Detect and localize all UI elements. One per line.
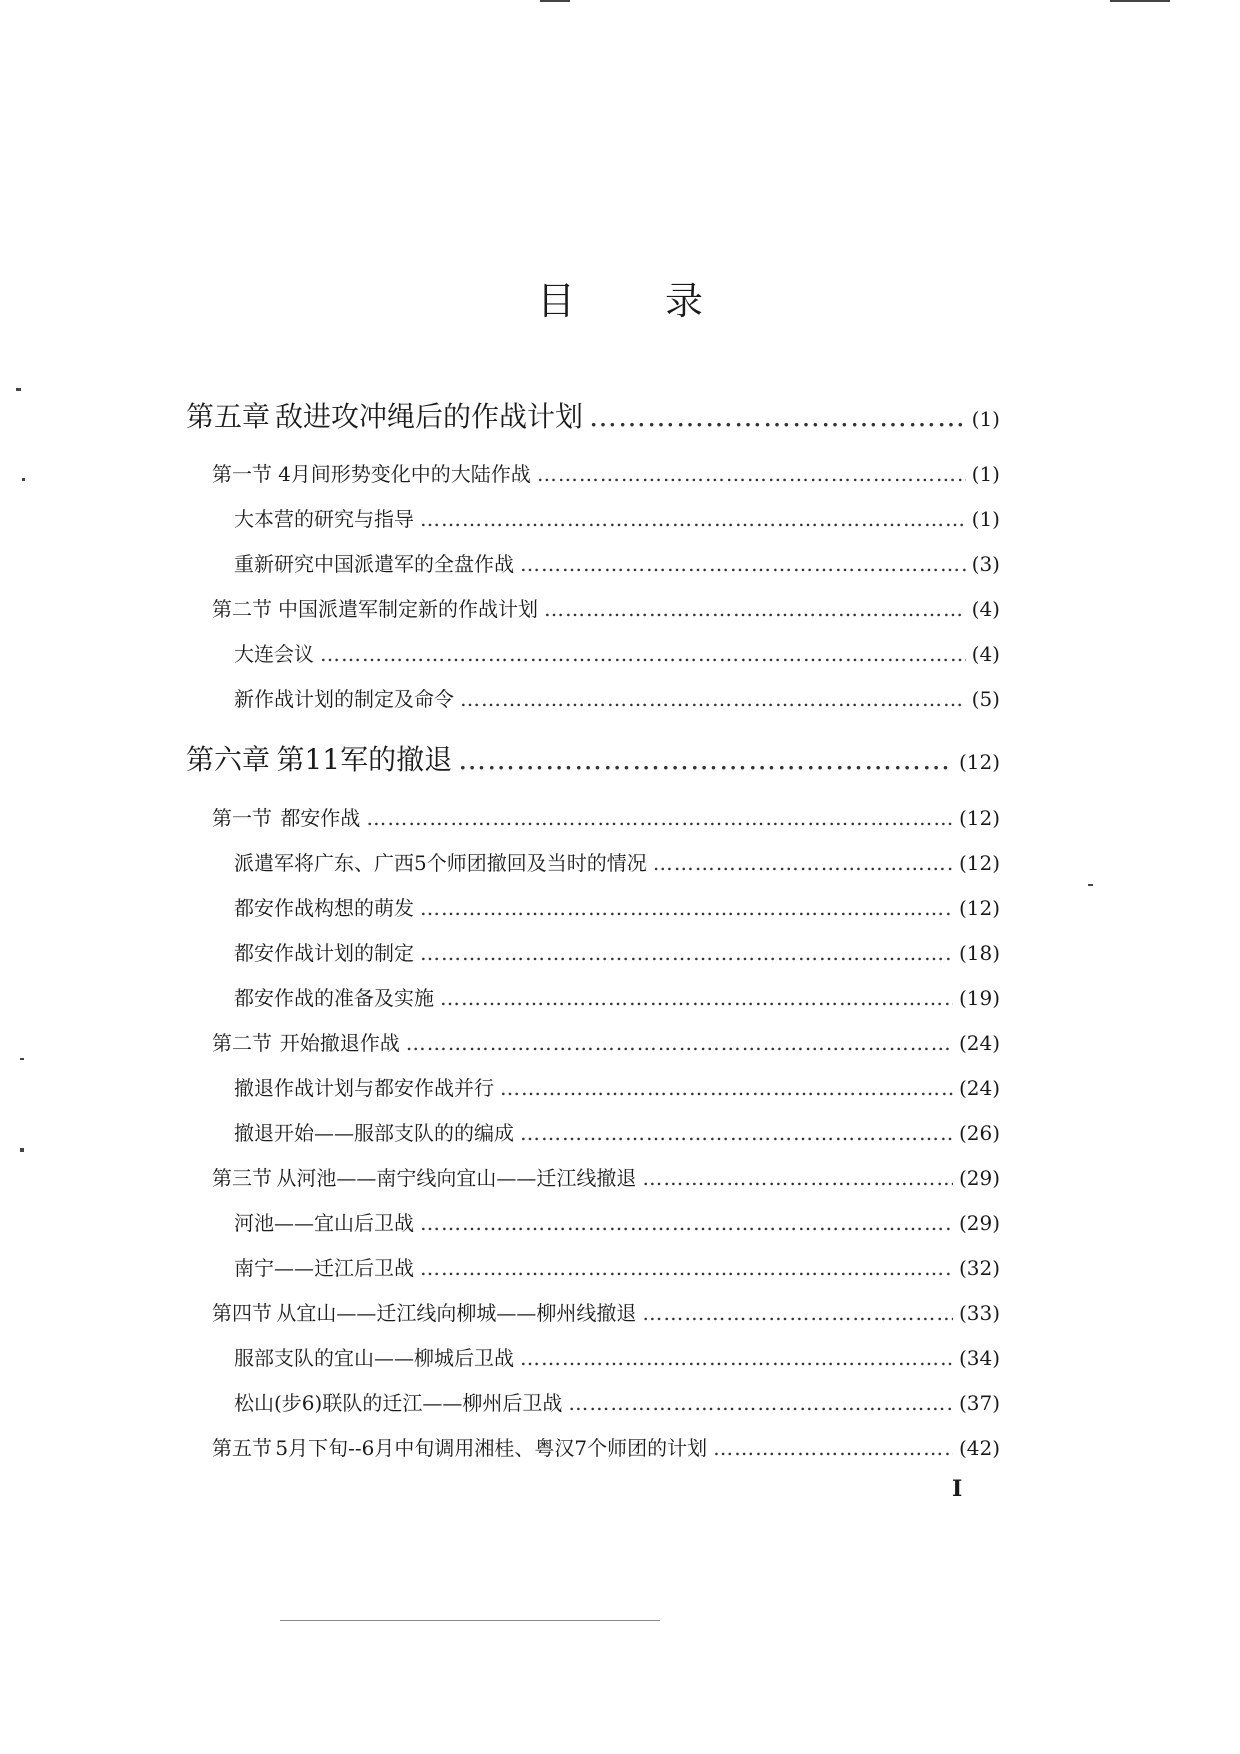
leader-dots: [406, 1031, 953, 1055]
page-number: (12): [958, 750, 1000, 774]
subsection-title: 撤退开始——服部支队的的编成: [234, 1121, 514, 1145]
section-title: 5月下旬--6月中旬调用湘桂、粤汉7个师团的计划: [275, 1436, 708, 1460]
page-number: (34): [958, 1346, 1000, 1370]
toc-subsection[interactable]: [234, 1252, 1000, 1281]
section-label: 第五节: [212, 1436, 272, 1460]
toc-subsection[interactable]: [234, 1387, 1000, 1416]
subsection-title: 服部支队的宜山——柳城后卫战: [234, 1346, 514, 1370]
page-number: (12): [958, 806, 1000, 830]
leader-dots: [589, 400, 966, 433]
leader-dots: [320, 642, 966, 666]
page-number: (5): [971, 687, 1000, 711]
page-number: (1): [971, 507, 1000, 531]
chapter-label: 第五章: [186, 400, 271, 433]
scan-speck: [1088, 884, 1093, 886]
toc-subsection[interactable]: [234, 982, 1000, 1011]
toc-subsection[interactable]: [234, 548, 1000, 577]
subsection-title: 大连会议: [234, 642, 314, 666]
toc-subsection[interactable]: [234, 1207, 1000, 1236]
subsection-title: 大本营的研究与指导: [234, 507, 414, 531]
leader-dots: [460, 687, 966, 711]
page-number: (42): [958, 1436, 1000, 1460]
chapter-title: 敌进攻冲绳后的作战计划: [274, 400, 583, 433]
page-title: 目录: [536, 279, 793, 323]
toc-section[interactable]: [212, 1297, 1000, 1326]
leader-dots: [440, 986, 953, 1010]
leader-dots: [568, 1391, 953, 1415]
page-number: (32): [958, 1256, 1000, 1280]
page-number: (29): [958, 1211, 1000, 1235]
page-number: (33): [958, 1301, 1000, 1325]
leader-dots: [520, 1346, 953, 1370]
page-number: (1): [971, 462, 1000, 486]
page-number: (19): [958, 986, 1000, 1010]
page-number: (4): [971, 597, 1000, 621]
toc-section[interactable]: [212, 458, 1000, 487]
leader-dots: [500, 1076, 953, 1100]
subsection-title: 都安作战构想的萌发: [234, 896, 414, 920]
page-number: (26): [958, 1121, 1000, 1145]
leader-dots: [642, 1166, 953, 1190]
section-label: 第四节: [212, 1301, 272, 1325]
toc-subsection[interactable]: [234, 847, 1000, 876]
page-number: (12): [958, 896, 1000, 920]
leader-dots: [520, 552, 966, 576]
toc-chapter[interactable]: [186, 395, 1000, 435]
scan-speck: [22, 478, 25, 481]
leader-dots: [420, 1256, 953, 1280]
section-label: 第三节: [212, 1166, 272, 1190]
leader-dots: [420, 1211, 953, 1235]
page-folio: I: [952, 1476, 963, 1502]
subsection-title: 松山(步6)联队的迁江——柳州后卫战: [234, 1391, 563, 1415]
section-title: 开始撤退作战: [279, 1031, 400, 1055]
section-label: 第二节: [212, 597, 272, 621]
toc-section[interactable]: [212, 802, 1000, 831]
toc-subsection[interactable]: [234, 1117, 1000, 1146]
subsection-title: 都安作战的准备及实施: [234, 986, 434, 1010]
section-title: 4月间形势变化中的大陆作战: [278, 462, 531, 486]
section-title: 中国派遣军制定新的作战计划: [277, 597, 538, 621]
page-number: (3): [971, 552, 1000, 576]
page-number: (29): [958, 1166, 1000, 1190]
leader-dots: [366, 806, 953, 830]
leader-dots: [653, 851, 953, 875]
page-number: (18): [958, 941, 1000, 965]
page-number: (12): [958, 851, 1000, 875]
page-number: (37): [958, 1391, 1000, 1415]
toc-section[interactable]: [212, 593, 1000, 622]
subsection-title: 派遣军将广东、广西5个师团撤回及当时的情况: [234, 851, 647, 875]
toc-chapter[interactable]: [186, 738, 1000, 778]
toc-subsection[interactable]: [234, 683, 1000, 712]
page-number: (24): [958, 1031, 1000, 1055]
page-number: (4): [971, 642, 1000, 666]
section-label: 第一节: [212, 462, 272, 486]
page-number: (1): [971, 407, 1000, 431]
scan-speck: [280, 1620, 660, 1621]
leader-dots: [420, 941, 953, 965]
subsection-title: 重新研究中国派遣军的全盘作战: [234, 552, 514, 576]
toc-subsection[interactable]: [234, 892, 1000, 921]
subsection-title: 南宁——迁江后卫战: [234, 1256, 414, 1280]
scan-speck: [16, 388, 21, 391]
leader-dots: [642, 1301, 953, 1325]
scan-speck: [1110, 0, 1170, 2]
leader-dots: [544, 597, 966, 621]
toc-section[interactable]: [212, 1162, 1000, 1191]
scan-speck: [20, 1058, 24, 1060]
subsection-title: 都安作战计划的制定: [234, 941, 414, 965]
scan-speck: [20, 1148, 24, 1152]
leader-dots: [420, 507, 966, 531]
leader-dots: [458, 743, 953, 776]
toc-subsection[interactable]: [234, 1342, 1000, 1371]
toc-subsection[interactable]: [234, 937, 1000, 966]
section-title: 从宜山——迁江线向柳城——柳州线撤退: [276, 1301, 637, 1325]
leader-dots: [537, 462, 966, 486]
chapter-label: 第六章: [186, 743, 271, 776]
leader-dots: [520, 1121, 953, 1145]
toc-section[interactable]: [212, 1432, 1000, 1461]
toc-subsection[interactable]: [234, 503, 1000, 532]
section-title: 都安作战: [280, 806, 361, 830]
subsection-title: 新作战计划的制定及命令: [234, 687, 454, 711]
section-label: 第一节: [212, 806, 272, 830]
toc-section[interactable]: [212, 1027, 1000, 1056]
subsection-title: 撤退作战计划与都安作战并行: [234, 1076, 494, 1100]
section-title: 从河池——南宁线向宜山——迁江线撤退: [276, 1166, 637, 1190]
toc-subsection[interactable]: [234, 1072, 1000, 1101]
subsection-title: 河池——宜山后卫战: [234, 1211, 414, 1235]
page-number: (24): [958, 1076, 1000, 1100]
leader-dots: [420, 896, 953, 920]
chapter-title: 第11军的撤退: [276, 743, 453, 776]
scan-speck: [540, 0, 570, 2]
section-label: 第二节: [212, 1031, 272, 1055]
leader-dots: [713, 1436, 953, 1460]
toc-subsection[interactable]: [234, 638, 1000, 667]
